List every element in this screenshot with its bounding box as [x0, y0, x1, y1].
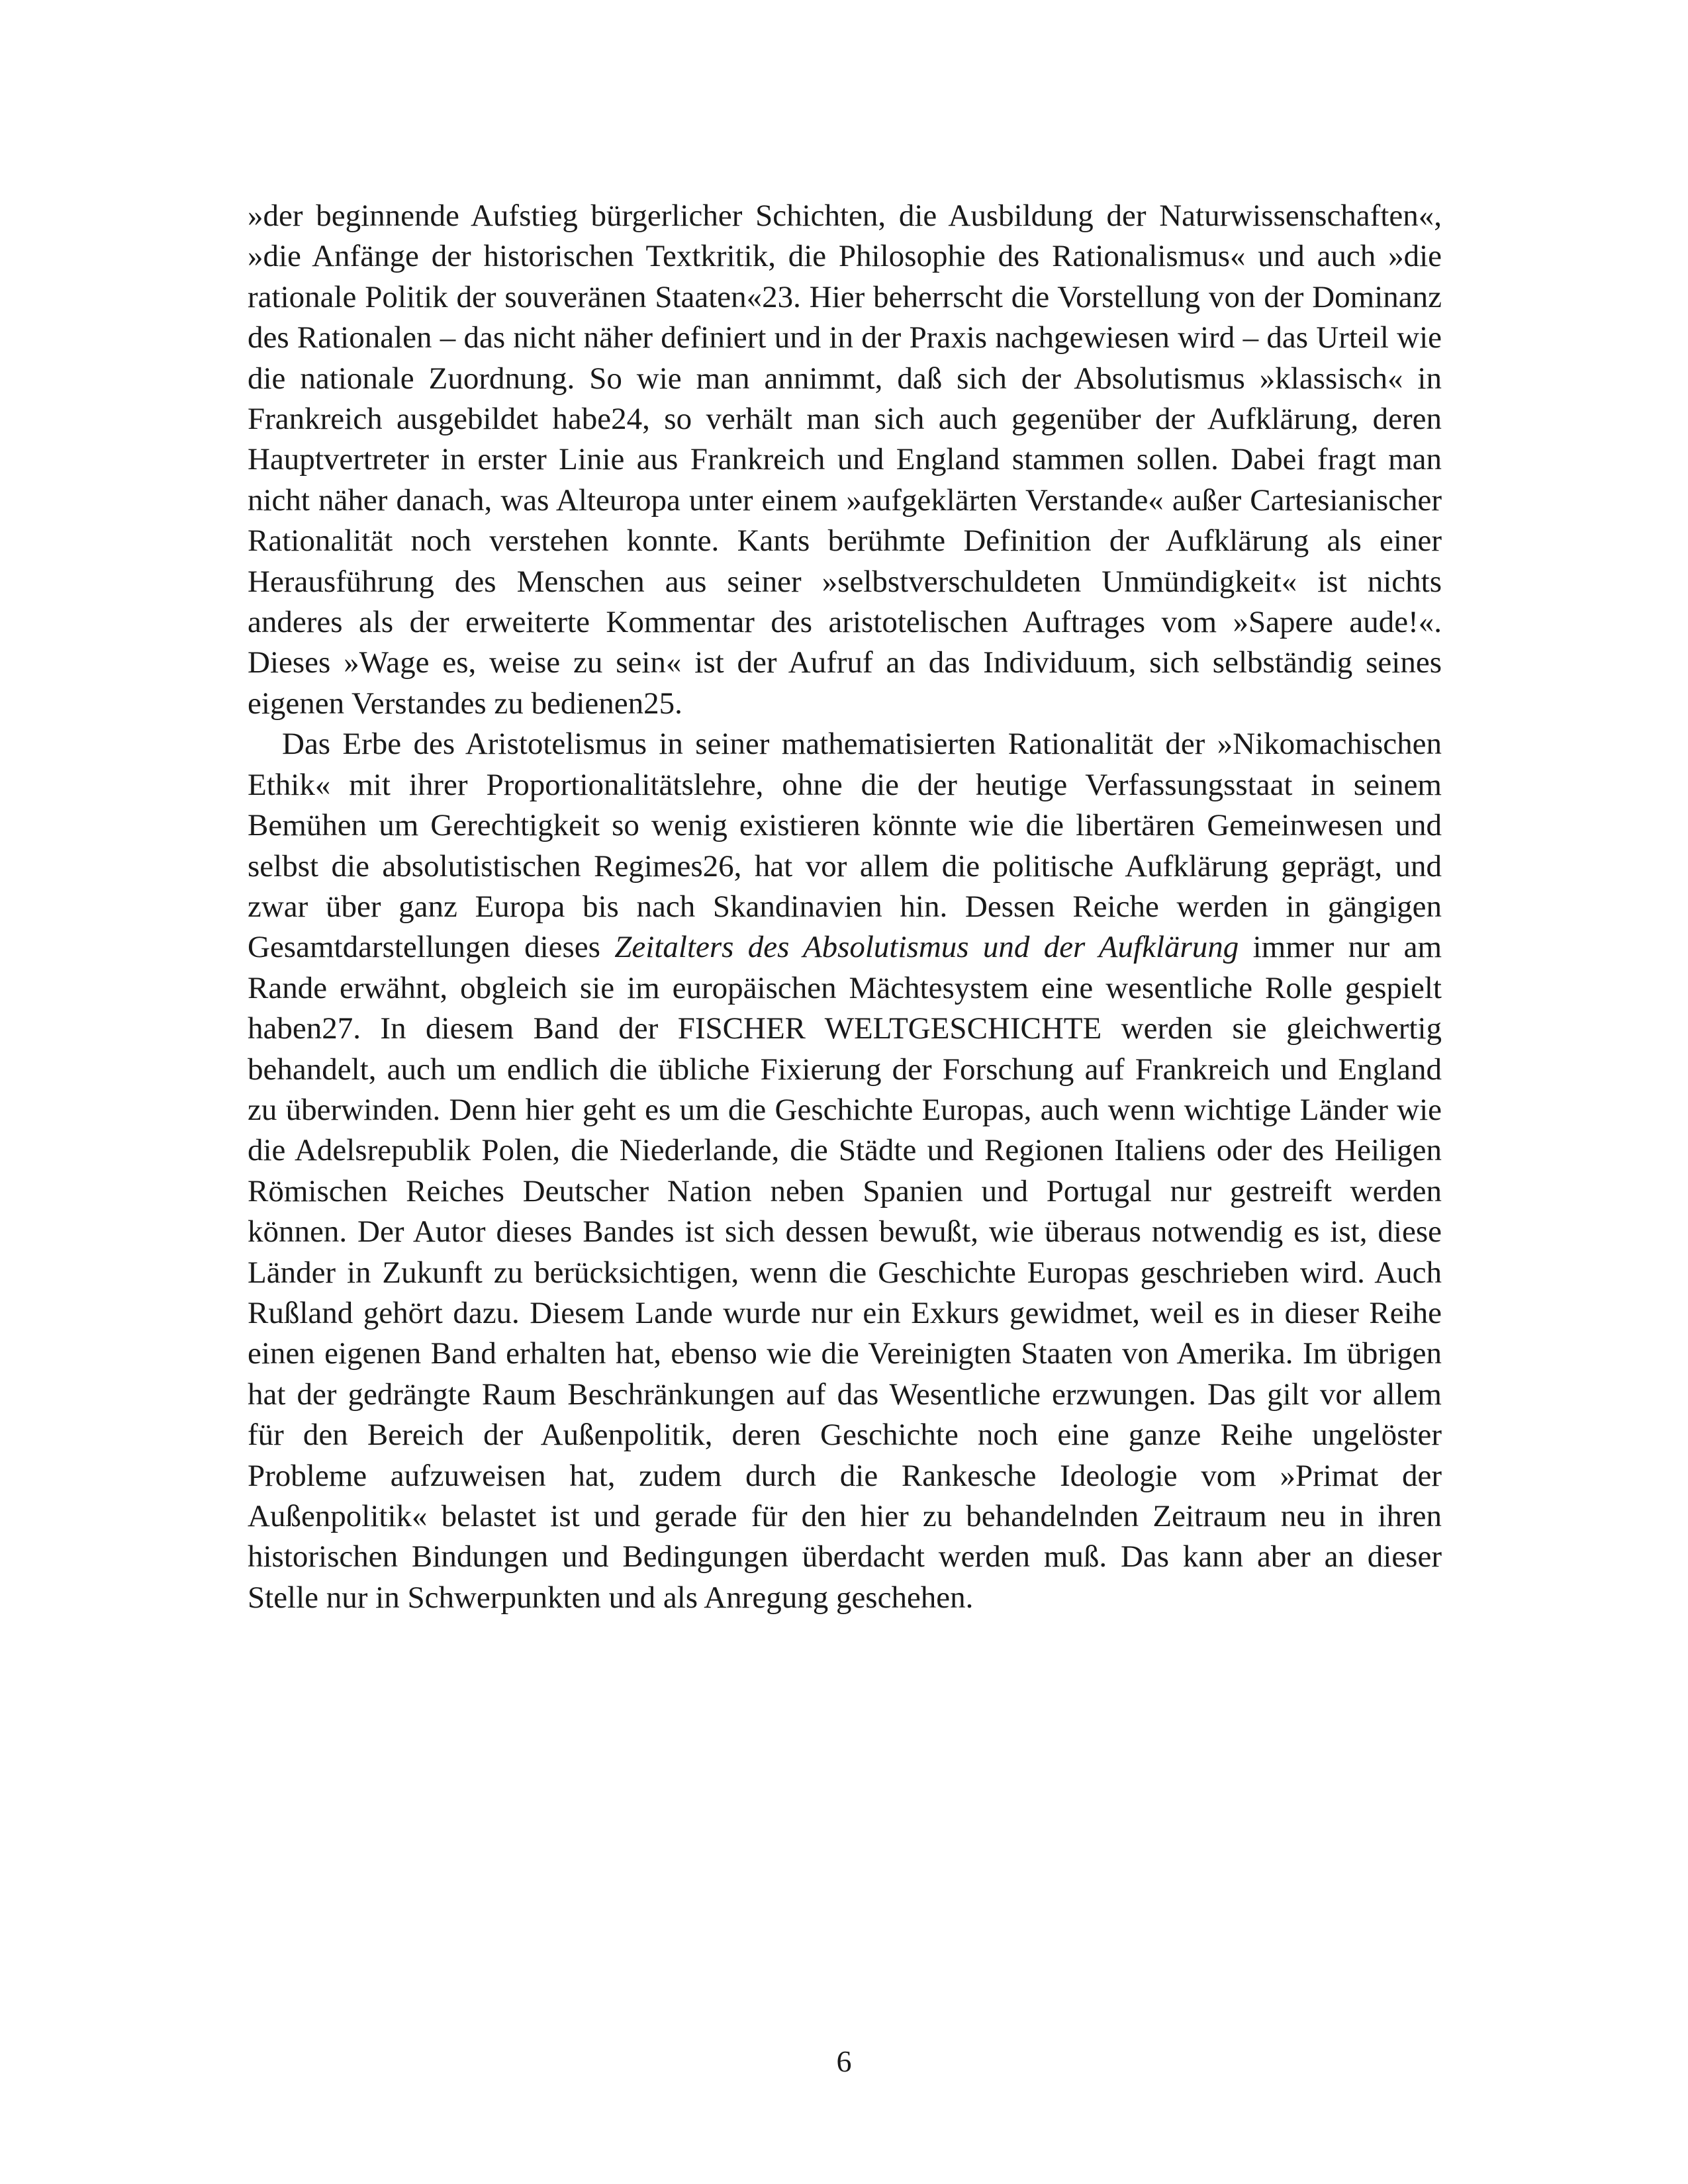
page-number: 6: [836, 2044, 852, 2078]
paragraph-1: [248, 196, 1442, 724]
document-body: [248, 196, 1442, 1618]
paragraph-2-text-part-2: immer nur am Rande erwähnt, obgleich sie im europäischen Mächtesystem eine wesentliche Rolle gespielt haben27. In diesem Band der FISCHER WELTGESCHICHTE werden sie gleichwertig behandelt, auch um endlich die übliche Fixierung der Forschung auf Frankreich und England zu überwinden. Denn hier geht es um die Geschichte Europas, auch wenn wichtige Länder wie die Adelsrepublik Polen, die Niederlande, die Städte und Regionen Italiens oder des Heiligen Römischen Reiches Deutscher Nation neben Spanien und Portugal nur gestreift werden können. Der Autor dieses Bandes ist sich dessen bewußt, wie überaus notwendig es ist, diese Länder in Zukunft zu berücksichtigen, wenn die Geschichte Europas geschrieben wird. Auch Rußland gehört dazu. Diesem Lande wurde nur ein Exkurs gewidmet, weil es in dieser Reihe einen eigenen Band erhalten hat, ebenso wie die Vereinigten Staaten von Amerika. Im übrigen hat der gedrängte Raum Beschränkungen auf das Wesentliche erzwungen. Das gilt vor allem für den Bereich der Außenpolitik, deren Geschichte noch eine ganze Reihe ungelöster Probleme aufzuweisen hat, zudem durch die Rankesche Ideologie vom »Primat der Außenpolitik« belastet ist und gerade für den hier zu behandelnden Zeitraum neu in ihren historischen Bindungen und Bedingungen überdacht werden muß. Das kann aber an dieser Stelle nur in Schwerpunkten und als Anregung geschehen.: [248, 930, 1442, 1615]
paragraph-2-text-part-1: Das Erbe des Aristotelismus in seiner mathematisierten Rationalität der »Nikomachischen Ethik« mit ihrer Proportionalitätslehre, ohne die der heutige Verfassungsstaat in seinem Bemühen um Gerechtigkeit so wenig existieren könnte wie die libertären Gemeinwesen und selbst die absolutistischen Regimes26, hat vor allem die politische Aufklärung geprägt, und zwar über ganz Europa bis nach Skandinavien hin. Dessen Reiche werden in gängigen Gesamtdarstellungen dieses: [248, 727, 1442, 965]
book-title-italic: Zeitalters des Absolutismus und der Aufklärung: [614, 930, 1239, 965]
paragraph-2: [248, 724, 1442, 1618]
paragraph-1-text: »der beginnende Aufstieg bürgerlicher Schichten, die Ausbildung der Naturwissenschaften«, »die Anfänge der historischen Textkritik, die Philosophie des Rationalismus« und auch »die rationale Politik der souveränen Staaten«23. Hier beherrscht die Vorstellung von der Dominanz des Rationalen – das nicht näher definiert und in der Praxis nachgewiesen wird – das Urteil wie die nationale Zuordnung. So wie man annimmt, daß sich der Absolutismus »klassisch« in Frankreich ausgebildet habe24, so verhält man sich auch gegenüber der Aufklärung, deren Hauptvertreter in erster Linie aus Frankreich und England stammen sollen. Dabei fragt man nicht näher danach, was Alteuropa unter einem »aufgeklärten Verstande« außer Cartesianischer Rationalität noch verstehen konnte. Kants berühmte Definition der Aufklärung als einer Herausführung des Menschen aus seiner »selbstverschuldeten Unmündigkeit« ist nichts anderes als der erweiterte Kommentar des aristotelischen Auftrages vom »Sapere aude!«. Dieses »Wage es, weise zu sein« ist der Aufruf an das Individuum, sich selbständig seines eigenen Verstandes zu bedienen25.: [248, 199, 1442, 721]
